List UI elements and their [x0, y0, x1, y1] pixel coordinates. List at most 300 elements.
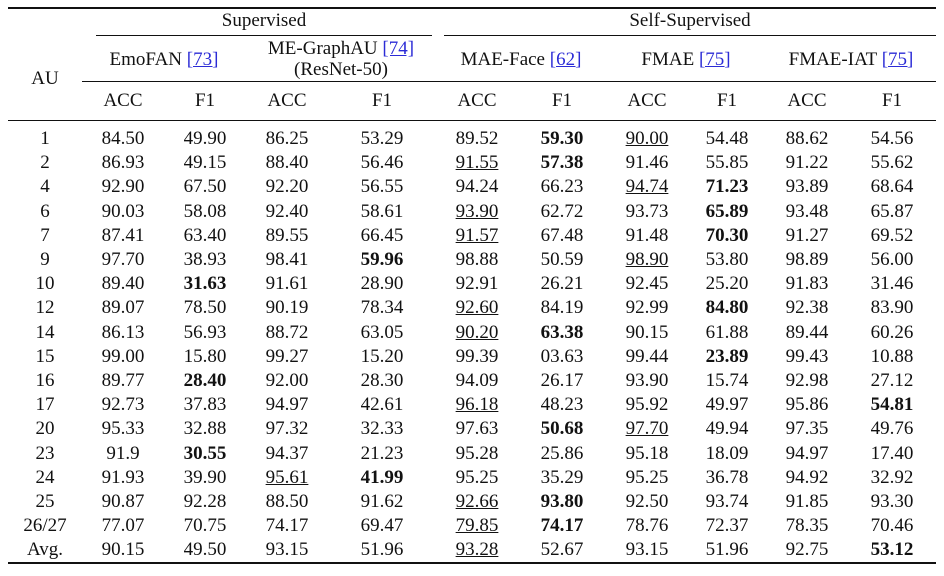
- cell-value: 92.60: [455, 297, 499, 319]
- table-row: [8, 345, 936, 369]
- au-label: 6: [40, 200, 50, 222]
- cell-value: 60.26: [870, 321, 914, 343]
- cell-value: 27.12: [870, 369, 914, 391]
- acc-cell: [766, 393, 848, 417]
- acc-cell: [246, 417, 328, 441]
- table-row: [8, 224, 936, 248]
- acc-cell: [436, 175, 518, 199]
- cell-value: 28.30: [360, 369, 404, 391]
- cell-value: 69.47: [360, 515, 404, 537]
- f1-cell: [518, 441, 606, 465]
- cell-value: 18.09: [705, 442, 749, 464]
- f1-cell: [518, 514, 606, 538]
- cell-value: 91.27: [785, 224, 829, 246]
- method-fmae: FMAE [75]: [641, 48, 731, 70]
- f1-cell: [688, 200, 766, 224]
- f1-cell: [328, 248, 436, 272]
- cell-value: 93.90: [625, 369, 669, 391]
- cell-value: 72.37: [705, 515, 749, 537]
- acc-cell: [606, 466, 688, 490]
- cell-value: 65.89: [705, 200, 749, 222]
- cell-value: 98.90: [625, 249, 669, 271]
- f1-cell: [518, 466, 606, 490]
- cell-value: 99.00: [101, 345, 145, 367]
- acc-cell: [606, 369, 688, 393]
- cell-value: 90.00: [625, 128, 669, 150]
- acc-cell: [766, 248, 848, 272]
- cell-value: 56.93: [183, 321, 227, 343]
- acc-cell: [436, 321, 518, 345]
- acc-cell: [766, 151, 848, 175]
- cell-value: 52.67: [540, 539, 584, 561]
- f1-cell: [518, 272, 606, 296]
- cell-value: 66.45: [360, 224, 404, 246]
- cell-value: 78.50: [183, 297, 227, 319]
- table-body: [8, 121, 936, 564]
- cell-value: 78.34: [360, 297, 404, 319]
- au-label: 25: [35, 490, 55, 512]
- acc-cell: [82, 296, 164, 320]
- cell-value: 78.35: [785, 515, 829, 537]
- cell-value: 35.29: [540, 466, 584, 488]
- cell-value: 88.40: [265, 152, 309, 174]
- acc-cell: [436, 224, 518, 248]
- cell-value: 10.88: [870, 345, 914, 367]
- acc-cell: [766, 321, 848, 345]
- cell-value: 83.90: [870, 297, 914, 319]
- acc-cell: [436, 514, 518, 538]
- acc-cell: [246, 121, 328, 152]
- acc-cell: [436, 272, 518, 296]
- cell-value: 90.19: [265, 297, 309, 319]
- group-header-row: [8, 8, 936, 37]
- cell-value: 79.85: [455, 515, 499, 537]
- table-row: [8, 441, 936, 465]
- f1-cell: [328, 321, 436, 345]
- cell-value: 56.55: [360, 176, 404, 198]
- cell-value: 98.88: [455, 249, 499, 271]
- cell-value: 93.30: [870, 490, 914, 512]
- cell-value: 93.15: [265, 539, 309, 561]
- acc-cell: [82, 369, 164, 393]
- acc-cell: [766, 345, 848, 369]
- f1-cell: [848, 224, 936, 248]
- cell-value: 49.50: [183, 539, 227, 561]
- cell-value: 94.97: [265, 394, 309, 416]
- f1-cell: [688, 175, 766, 199]
- acc-cell: [82, 466, 164, 490]
- cell-value: 95.92: [625, 394, 669, 416]
- acc-cell: [766, 466, 848, 490]
- cell-value: 32.92: [870, 466, 914, 488]
- acc-cell: [436, 441, 518, 465]
- cell-value: 89.55: [265, 224, 309, 246]
- f1-cell: [688, 369, 766, 393]
- cell-value: 49.94: [705, 418, 749, 440]
- cell-value: 15.20: [360, 345, 404, 367]
- cell-value: 63.38: [540, 321, 584, 343]
- acc-cell: [436, 490, 518, 514]
- acc-cell: [766, 175, 848, 199]
- acc-cell: [246, 490, 328, 514]
- cell-value: 97.35: [785, 418, 829, 440]
- cell-value: 90.15: [101, 539, 145, 561]
- cell-value: 65.87: [870, 200, 914, 222]
- f1-cell: [164, 345, 246, 369]
- f1-cell: [164, 224, 246, 248]
- acc-cell: [766, 200, 848, 224]
- table-row: [8, 248, 936, 272]
- au-label: 20: [35, 418, 55, 440]
- cell-value: 91.85: [785, 490, 829, 512]
- table-row: [8, 151, 936, 175]
- acc-cell: [82, 538, 164, 563]
- cell-value: 91.61: [265, 273, 309, 295]
- au-label: 16: [35, 369, 55, 391]
- cell-value: 93.80: [540, 490, 584, 512]
- cell-value: 92.91: [455, 273, 499, 295]
- cell-value: 53.12: [870, 539, 914, 561]
- cell-value: 88.62: [785, 128, 829, 150]
- method-me-graphau-backbone: (ResNet-50): [294, 59, 388, 80]
- f1-cell: [688, 514, 766, 538]
- acc-cell: [82, 272, 164, 296]
- metric-header-acc: ACC: [606, 82, 688, 121]
- cell-value: 86.93: [101, 152, 145, 174]
- f1-cell: [328, 224, 436, 248]
- acc-cell: [606, 296, 688, 320]
- cell-value: 67.50: [183, 176, 227, 198]
- citation-link[interactable]: [73]: [186, 48, 219, 70]
- acc-cell: [606, 121, 688, 152]
- cell-value: 49.90: [183, 128, 227, 150]
- acc-cell: [436, 200, 518, 224]
- f1-cell: [688, 248, 766, 272]
- metric-header-acc: ACC: [436, 82, 518, 121]
- acc-cell: [606, 248, 688, 272]
- f1-cell: [518, 224, 606, 248]
- cell-value: 25.20: [705, 273, 749, 295]
- acc-cell: [766, 490, 848, 514]
- acc-cell: [436, 466, 518, 490]
- metric-header-f1: F1: [848, 82, 936, 121]
- cell-value: 77.07: [101, 515, 145, 537]
- f1-cell: [328, 272, 436, 296]
- metric-header-acc: ACC: [82, 82, 164, 121]
- f1-cell: [848, 514, 936, 538]
- cell-value: 93.28: [455, 539, 499, 561]
- cell-value: 91.57: [455, 224, 499, 246]
- au-label: 10: [35, 273, 55, 295]
- f1-cell: [518, 200, 606, 224]
- acc-cell: [246, 345, 328, 369]
- cell-value: 53.29: [360, 128, 404, 150]
- f1-cell: [848, 321, 936, 345]
- cell-value: 31.63: [183, 273, 227, 295]
- cell-value: 54.81: [870, 394, 914, 416]
- table-row: [8, 417, 936, 441]
- f1-cell: [688, 345, 766, 369]
- acc-cell: [82, 248, 164, 272]
- cell-value: 39.90: [183, 466, 227, 488]
- cell-value: 86.25: [265, 128, 309, 150]
- cell-value: 90.20: [455, 321, 499, 343]
- acc-cell: [82, 121, 164, 152]
- au-label: 2: [40, 152, 50, 174]
- acc-cell: [766, 296, 848, 320]
- cell-value: 92.28: [183, 490, 227, 512]
- table-row: [8, 490, 936, 514]
- f1-cell: [688, 151, 766, 175]
- cell-value: 70.75: [183, 515, 227, 537]
- cell-value: 92.45: [625, 273, 669, 295]
- cell-value: 95.18: [625, 442, 669, 464]
- cell-value: 95.25: [625, 466, 669, 488]
- acc-cell: [246, 514, 328, 538]
- cell-value: 99.43: [785, 345, 829, 367]
- cell-value: 93.90: [455, 200, 499, 222]
- acc-cell: [82, 490, 164, 514]
- acc-cell: [246, 248, 328, 272]
- f1-cell: [164, 248, 246, 272]
- f1-cell: [164, 151, 246, 175]
- cell-value: 99.44: [625, 345, 669, 367]
- f1-cell: [688, 538, 766, 563]
- acc-cell: [82, 321, 164, 345]
- citation-link[interactable]: [75]: [698, 48, 731, 70]
- cell-value: 54.56: [870, 128, 914, 150]
- f1-cell: [328, 514, 436, 538]
- cell-value: 59.30: [540, 128, 584, 150]
- f1-cell: [328, 200, 436, 224]
- acc-cell: [246, 224, 328, 248]
- cell-value: 62.72: [540, 200, 584, 222]
- cell-value: 95.33: [101, 418, 145, 440]
- acc-cell: [766, 121, 848, 152]
- f1-cell: [164, 272, 246, 296]
- cell-value: 91.48: [625, 224, 669, 246]
- f1-cell: [688, 321, 766, 345]
- au-column-header: AU: [8, 37, 82, 121]
- acc-cell: [82, 393, 164, 417]
- f1-cell: [518, 538, 606, 563]
- cell-value: 61.88: [705, 321, 749, 343]
- cell-value: 30.55: [183, 442, 227, 464]
- f1-cell: [848, 248, 936, 272]
- cell-value: 92.50: [625, 490, 669, 512]
- cell-value: 51.96: [705, 539, 749, 561]
- f1-cell: [164, 200, 246, 224]
- citation-link[interactable]: [75]: [881, 48, 914, 70]
- cell-value: 38.93: [183, 249, 227, 271]
- cell-value: 55.85: [705, 152, 749, 174]
- au-label: 14: [35, 321, 55, 343]
- cell-value: 99.39: [455, 345, 499, 367]
- cell-value: 90.03: [101, 200, 145, 222]
- cell-value: 94.97: [785, 442, 829, 464]
- cell-value: 70.46: [870, 515, 914, 537]
- table-row: [8, 466, 936, 490]
- table-row: [8, 321, 936, 345]
- cell-value: 86.13: [101, 321, 145, 343]
- acc-cell: [606, 345, 688, 369]
- f1-cell: [328, 369, 436, 393]
- metric-header-f1: F1: [328, 82, 436, 121]
- acc-cell: [766, 369, 848, 393]
- cell-value: 94.37: [265, 442, 309, 464]
- acc-cell: [246, 369, 328, 393]
- cell-value: 32.33: [360, 418, 404, 440]
- cell-value: 58.61: [360, 200, 404, 222]
- cell-value: 95.86: [785, 394, 829, 416]
- metric-header-f1: F1: [688, 82, 766, 121]
- f1-cell: [164, 296, 246, 320]
- cell-value: 49.15: [183, 152, 227, 174]
- cell-value: 32.88: [183, 418, 227, 440]
- f1-cell: [848, 417, 936, 441]
- results-table-container: [8, 7, 936, 564]
- acc-cell: [436, 296, 518, 320]
- method-me-graphau: ME-GraphAU [74] (ResNet-50): [267, 38, 415, 80]
- au-label: 7: [40, 224, 50, 246]
- table-row: [8, 393, 936, 417]
- cell-value: 91.22: [785, 152, 829, 174]
- cell-value: 92.20: [265, 176, 309, 198]
- acc-cell: [606, 272, 688, 296]
- acc-cell: [436, 121, 518, 152]
- method-header-row: [8, 37, 936, 82]
- f1-cell: [328, 393, 436, 417]
- citation-link[interactable]: [62]: [549, 48, 582, 70]
- f1-cell: [848, 393, 936, 417]
- cell-value: 74.17: [265, 515, 309, 537]
- cell-value: 26.17: [540, 369, 584, 391]
- table-row: [8, 538, 936, 563]
- table-row: [8, 514, 936, 538]
- cell-value: 70.30: [705, 224, 749, 246]
- f1-cell: [848, 538, 936, 563]
- cell-value: 56.46: [360, 152, 404, 174]
- f1-cell: [688, 417, 766, 441]
- cell-value: 93.74: [705, 490, 749, 512]
- acc-cell: [606, 417, 688, 441]
- cell-value: 23.89: [705, 345, 749, 367]
- cell-value: 31.46: [870, 273, 914, 295]
- acc-cell: [246, 296, 328, 320]
- cell-value: 55.62: [870, 152, 914, 174]
- acc-cell: [766, 538, 848, 563]
- acc-cell: [246, 538, 328, 563]
- f1-cell: [328, 121, 436, 152]
- cell-value: 53.80: [705, 249, 749, 271]
- f1-cell: [328, 345, 436, 369]
- f1-cell: [518, 369, 606, 393]
- cell-value: 90.15: [625, 321, 669, 343]
- citation-link[interactable]: [74]: [382, 38, 415, 59]
- cell-value: 95.28: [455, 442, 499, 464]
- cell-value: 91.55: [455, 152, 499, 174]
- f1-cell: [328, 441, 436, 465]
- f1-cell: [688, 441, 766, 465]
- cell-value: 49.97: [705, 394, 749, 416]
- cell-value: 59.96: [360, 249, 404, 271]
- acc-cell: [606, 490, 688, 514]
- table-row: [8, 296, 936, 320]
- acc-cell: [606, 200, 688, 224]
- f1-cell: [518, 417, 606, 441]
- cell-value: 93.73: [625, 200, 669, 222]
- f1-cell: [848, 200, 936, 224]
- cell-value: 03.63: [540, 345, 584, 367]
- group-supervised: Supervised: [96, 10, 432, 36]
- cell-value: 92.66: [455, 490, 499, 512]
- cell-value: 63.40: [183, 224, 227, 246]
- cell-value: 91.9: [106, 442, 140, 464]
- au-label: 15: [35, 345, 55, 367]
- cell-value: 50.59: [540, 249, 584, 271]
- acc-cell: [82, 151, 164, 175]
- cell-value: 92.38: [785, 297, 829, 319]
- cell-value: 89.44: [785, 321, 829, 343]
- f1-cell: [164, 466, 246, 490]
- cell-value: 89.07: [101, 297, 145, 319]
- cell-value: 92.73: [101, 394, 145, 416]
- acc-cell: [246, 321, 328, 345]
- acc-cell: [436, 417, 518, 441]
- method-fmae-iat: FMAE-IAT [75]: [788, 48, 914, 70]
- cell-value: 92.99: [625, 297, 669, 319]
- acc-cell: [246, 151, 328, 175]
- cell-value: 28.40: [183, 369, 227, 391]
- au-label: 24: [35, 466, 55, 488]
- cell-value: 42.61: [360, 394, 404, 416]
- cell-value: 92.75: [785, 539, 829, 561]
- cell-value: 25.86: [540, 442, 584, 464]
- cell-value: 21.23: [360, 442, 404, 464]
- f1-cell: [164, 175, 246, 199]
- acc-cell: [82, 417, 164, 441]
- f1-cell: [688, 272, 766, 296]
- cell-value: 97.63: [455, 418, 499, 440]
- cell-value: 91.83: [785, 273, 829, 295]
- acc-cell: [82, 224, 164, 248]
- f1-cell: [518, 393, 606, 417]
- cell-value: 48.23: [540, 394, 584, 416]
- acc-cell: [606, 393, 688, 417]
- method-emofan: EmoFAN [73]: [109, 48, 219, 70]
- f1-cell: [848, 490, 936, 514]
- f1-cell: [164, 393, 246, 417]
- f1-cell: [164, 121, 246, 152]
- acc-cell: [606, 151, 688, 175]
- acc-cell: [766, 441, 848, 465]
- f1-cell: [328, 151, 436, 175]
- acc-cell: [606, 321, 688, 345]
- acc-cell: [436, 248, 518, 272]
- cell-value: 97.32: [265, 418, 309, 440]
- cell-value: 88.50: [265, 490, 309, 512]
- acc-cell: [766, 514, 848, 538]
- f1-cell: [848, 151, 936, 175]
- cell-value: 37.83: [183, 394, 227, 416]
- acc-cell: [82, 441, 164, 465]
- au-label: Avg.: [8, 538, 82, 563]
- cell-value: 99.27: [265, 345, 309, 367]
- au-label: 1: [40, 128, 50, 150]
- au-label: 23: [35, 442, 55, 464]
- f1-cell: [518, 296, 606, 320]
- cell-value: 67.48: [540, 224, 584, 246]
